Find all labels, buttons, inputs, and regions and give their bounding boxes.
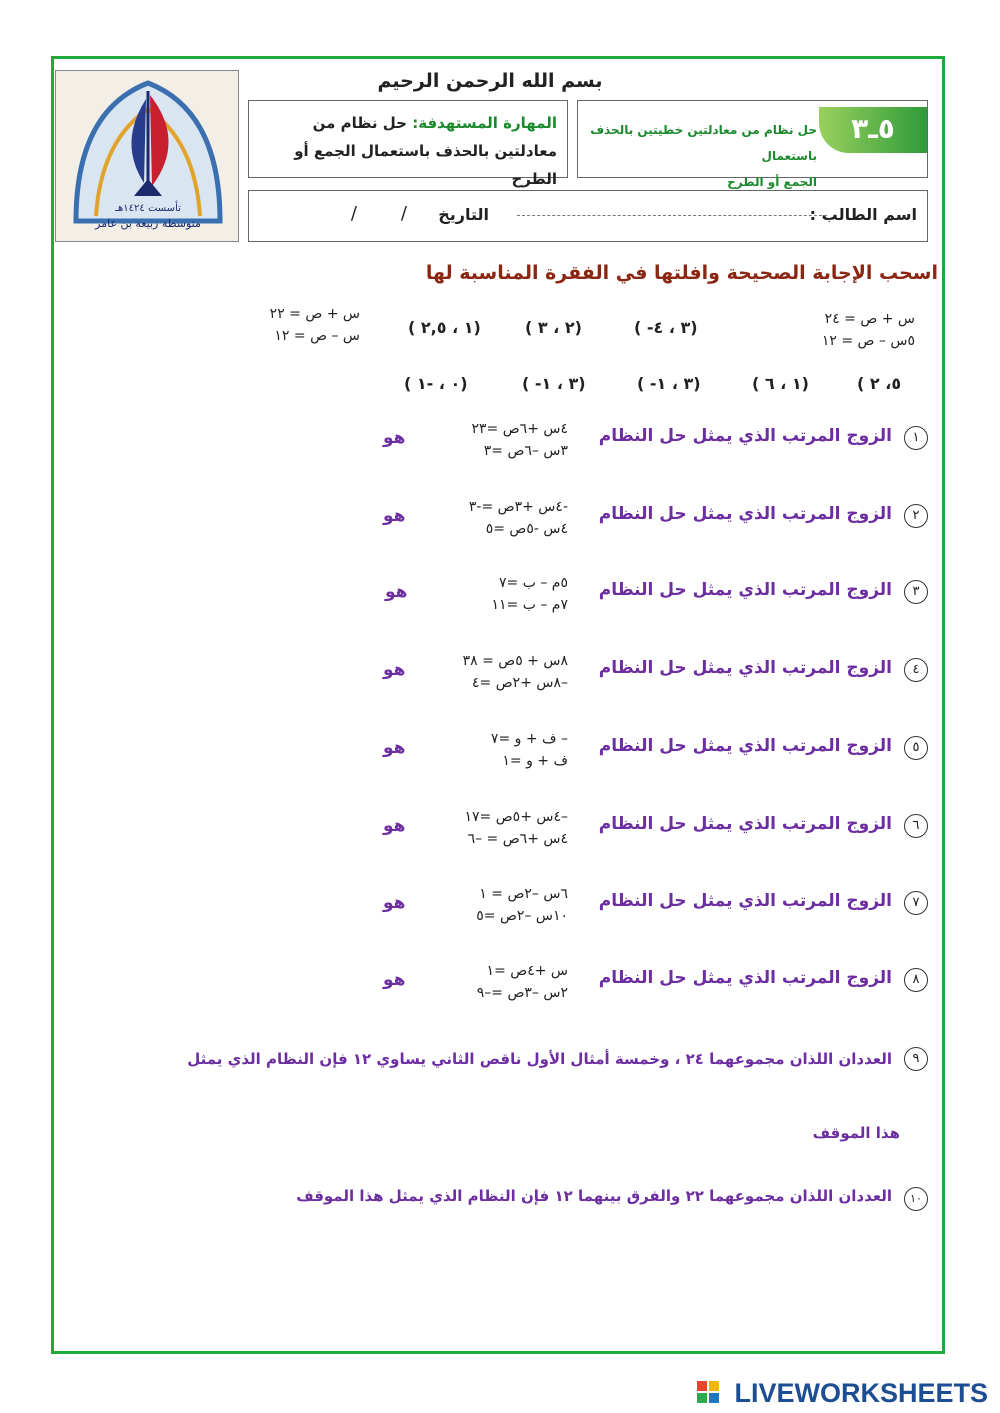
student-info-box [248, 190, 928, 242]
question-text: الزوج المرتب الذي يمثل حل النظام [598, 891, 892, 911]
answer-drop-zone[interactable]: هو [383, 970, 406, 990]
question-text: الزوج المرتب الذي يمثل حل النظام [598, 658, 892, 678]
equation-line: س – ص = ١٢ [274, 328, 360, 344]
page-frame [51, 56, 945, 1354]
equation-line: ٧م – ب =١١ [491, 597, 568, 613]
equation-line: ٥س – ص = ١٢ [821, 333, 915, 349]
equation-line: ف + و =١ [502, 753, 568, 769]
equation-line: ٤س -٥ص =٥ [485, 521, 568, 537]
question-row [0, 728, 1000, 778]
question-text: العددان اللذان مجموعهما ٢٤ ، وخمسة أمثال الأول ناقص الثاني يساوي ١٢ فإن النظام الذي يمثل [187, 1050, 892, 1068]
student-name-label: اسم الطالب : [809, 205, 917, 224]
question-text: الزوج المرتب الذي يمثل حل النظام [598, 580, 892, 600]
answer-option-draggable[interactable]: ( ٥، ٢ [857, 374, 902, 393]
equation-line: -٤س +٣ص =-٣ [468, 499, 568, 515]
liveworksheets-logo-icon [697, 1381, 719, 1403]
question-system [428, 572, 568, 616]
question-system [428, 418, 568, 462]
answer-drop-zone[interactable]: هو [383, 428, 406, 448]
svg-text:تأسست ١٤٢٤هـ: تأسست ١٤٢٤هـ [115, 203, 181, 214]
question-number: ٥ [904, 736, 928, 760]
answer-option-draggable[interactable]: ( ٠ ، -١) [404, 374, 468, 393]
question-row [0, 806, 1000, 856]
answer-drop-zone[interactable]: هو [383, 738, 406, 758]
equation-line: ٣س –٦ص =٣ [483, 443, 568, 459]
question-number: ١ [904, 426, 928, 450]
question-row [0, 883, 1000, 933]
question-number: ٣ [904, 580, 928, 604]
question-row [0, 418, 1000, 468]
equation-line: ٨س + ٥ص = ٣٨ [462, 653, 568, 669]
lesson-title-line1: حل نظام من معادلتين خطيتين بالحذف باستعمال [590, 123, 817, 163]
question-system [428, 806, 568, 850]
answer-drop-zone[interactable]: هو [383, 506, 406, 526]
answer-drop-zone[interactable]: هو [385, 582, 408, 602]
question-system [428, 960, 568, 1004]
equation-line: س + ص = ٢٢ [269, 306, 360, 322]
student-name-input-line[interactable] [517, 215, 827, 216]
answer-drop-zone[interactable]: هو [383, 893, 406, 913]
equation-line: ٤س +٦ص =٢٣ [471, 421, 568, 437]
question-continuation: هذا الموقف [812, 1124, 900, 1142]
question-system [428, 650, 568, 694]
lesson-title-line2: الجمع أو الطرح [727, 175, 817, 189]
question-number: ٩ [904, 1047, 928, 1071]
question-number: ٦ [904, 814, 928, 838]
equation-line: ٢س –٣ص =–٩ [476, 985, 568, 1001]
question-number: ١٠ [904, 1187, 928, 1211]
question-text: الزوج المرتب الذي يمثل حل النظام [598, 426, 892, 446]
question-row [0, 960, 1000, 1010]
answer-drop-zone[interactable]: هو [383, 660, 406, 680]
equation-line: ٦س –٢ص = ١ [479, 886, 568, 902]
question-system [428, 496, 568, 540]
skill-label: المهارة المستهدفة: [412, 114, 557, 132]
example-system-right [795, 308, 915, 352]
date-label: التاريخ [438, 205, 489, 224]
answer-option-draggable[interactable]: ( ٢ ، ٣) [525, 318, 582, 337]
equation-line: –٨س +٢ص =٤ [472, 675, 568, 691]
skill-line1: حل نظام من [312, 114, 407, 132]
equation-line: ٥م – ب =٧ [499, 575, 568, 591]
date-separator: / [400, 203, 407, 224]
question-number: ٤ [904, 658, 928, 682]
equation-line: – ف + و =٧ [490, 731, 568, 747]
equation-line: ٤س +٦ص = –٦ [467, 831, 568, 847]
liveworksheets-brand: LIVEWORKSHEETS [734, 1378, 988, 1408]
answer-option-draggable[interactable]: ( -٣ ، ٤) [634, 318, 698, 337]
question-text: الزوج المرتب الذي يمثل حل النظام [598, 736, 892, 756]
equation-line: ١٠س –٢ص =٥ [476, 908, 568, 924]
answer-drop-zone[interactable]: هو [383, 816, 406, 836]
svg-text:متوسطة ربيعة بن عامر: متوسطة ربيعة بن عامر [95, 217, 201, 230]
instruction-text: اسحب الإجابة الصحيحة وافلتها في الفقرة المناسبة لها [425, 262, 938, 284]
example-system-left [250, 303, 360, 347]
skill-line2: معادلتين بالحذف باستعمال الجمع أو الطرح [294, 142, 557, 188]
bismillah-heading: بسم الله الرحمن الرحيم [377, 70, 603, 92]
question-text: الزوج المرتب الذي يمثل حل النظام [598, 968, 892, 988]
question-row [0, 572, 1000, 622]
question-row [0, 650, 1000, 700]
question-number: ٨ [904, 968, 928, 992]
answer-option-draggable[interactable]: ( -٣ ، ١) [637, 374, 701, 393]
school-logo [55, 70, 239, 242]
question-system [428, 728, 568, 772]
question-text: الزوج المرتب الذي يمثل حل النظام [598, 504, 892, 524]
answer-option-draggable[interactable]: ( ١ ، ٢,٥) [408, 318, 481, 337]
question-row [0, 496, 1000, 546]
answer-option-draggable[interactable]: ( -٣ ، ١) [522, 374, 586, 393]
equation-line: –٤س +٥ص =١٧ [464, 809, 568, 825]
question-system [428, 883, 568, 927]
date-separator: / [350, 203, 357, 224]
lesson-box [577, 100, 928, 189]
equation-line: س +٤ص =١ [486, 963, 568, 979]
lesson-number-badge: ٥ـ٣ [819, 107, 927, 153]
logo-emblem-icon [56, 71, 239, 242]
question-number: ٢ [904, 504, 928, 528]
target-skill-box [248, 100, 568, 188]
question-text: الزوج المرتب الذي يمثل حل النظام [598, 814, 892, 834]
answer-option-draggable[interactable]: ( ١ ، ٦) [752, 374, 809, 393]
question-text: العددان اللذان مجموعهما ٢٢ والفرق بينهما ١٢ فإن النظام الذي يمثل هذا الموقف [296, 1187, 892, 1205]
question-number: ٧ [904, 891, 928, 915]
equation-line: س + ص = ٢٤ [824, 311, 915, 327]
lesson-title [587, 117, 817, 195]
